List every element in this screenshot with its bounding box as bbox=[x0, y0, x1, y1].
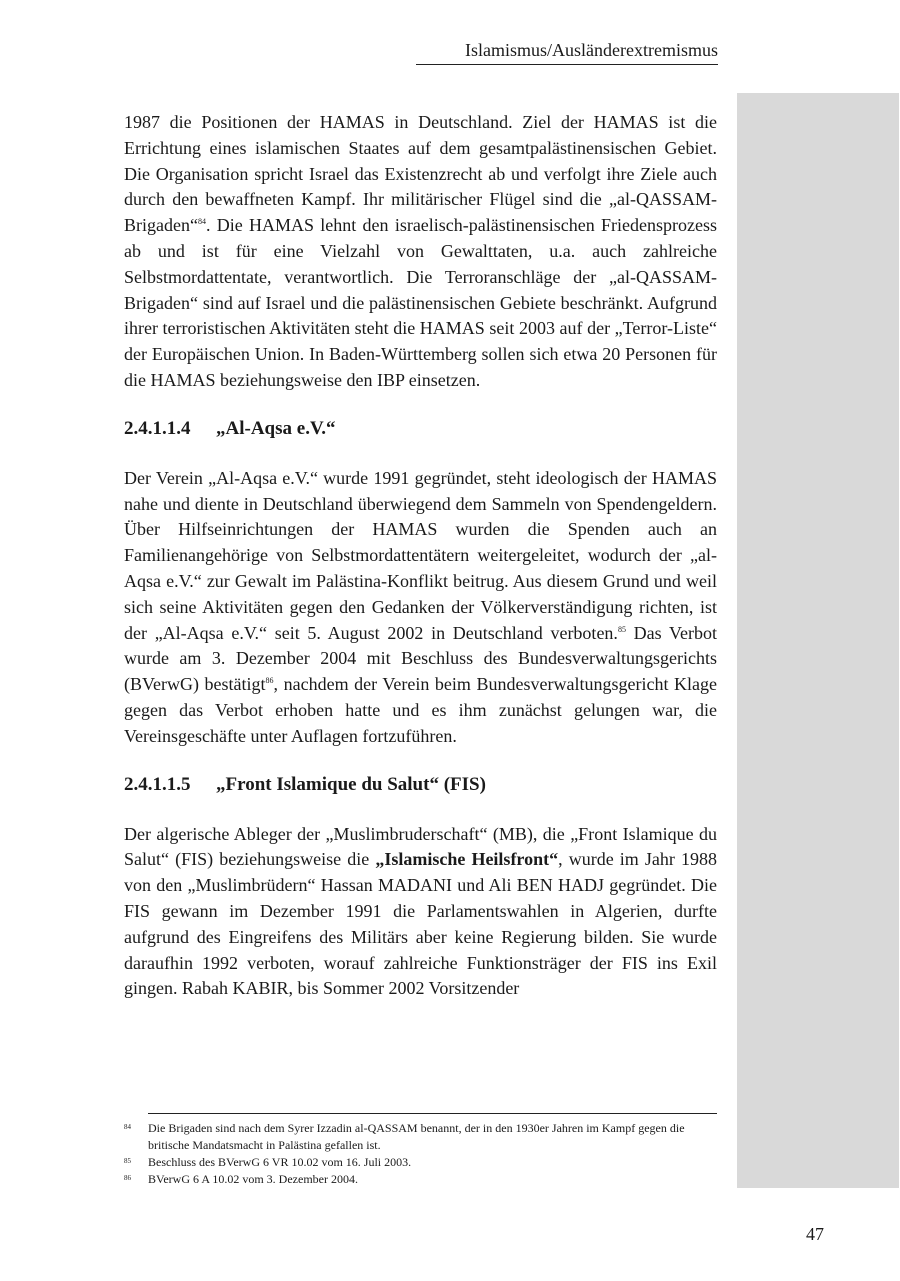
section-number: 2.4.1.1.5 bbox=[124, 773, 191, 795]
footnote-text: Die Brigaden sind nach dem Syrer Izzadin al-QASSAM benannt, der in den 1930er Jahren im Kampf gegen die britische Mandatsmacht in Palästina gefallen ist. bbox=[148, 1121, 685, 1152]
paragraph-al-aqsa: Der Verein „Al-Aqsa e.V.“ wurde 1991 gegründet, steht ideologisch der HAMAS nahe und diente in Deutschland überwiegend dem Sammeln von Spendengeldern. Über Hilfseinrichtungen der HAMAS wurden die Spenden auch an Familienangehörige von Selbstmordattentätern weitergeleitet, wodurch der „al-Aqsa e.V.“ zur Gewalt im Palästina-Konflikt beitrug. Aus diesem Grund und weil sich seine Aktivitäten gegen den Gedanken der Völkerverständigung richten, ist der „Al-Aqsa e.V.“ seit 5. August 2002 in Deutschland verboten.$^{85}$ Das Verbot wurde am 3. Dezember 2004 mit Beschluss des Bundesverwaltungsgerichts (BVerwG) bestätigt$^{86}$, nachdem der Verein beim Bundesverwaltungsgericht Klage gegen das Verbot erhoben hatte und es ihm zunächst gelungen war, die Vereinsgeschäfte unter Auflagen fortzuführen. bbox=[124, 467, 718, 746]
footnote-86 bbox=[124, 1171, 717, 1188]
section-number: 2.4.1.1.4 bbox=[124, 417, 191, 439]
footnote-divider bbox=[148, 1113, 717, 1114]
footnote-text: Beschluss des BVerwG 6 VR 10.02 vom 16. Juli 2003. bbox=[148, 1155, 412, 1169]
footnote-number: 85 bbox=[124, 1157, 131, 1165]
footnote-84 bbox=[124, 1120, 717, 1154]
page-number: 47 bbox=[806, 1224, 824, 1244]
heading-al-aqsa bbox=[124, 416, 717, 442]
bold-term: „Islamische Heilsfront“ bbox=[375, 849, 559, 870]
section-title: „Front Islamique du Salut“ (FIS) bbox=[216, 773, 486, 795]
margin-sidebar bbox=[737, 93, 899, 1188]
footnote-85 bbox=[124, 1154, 717, 1171]
footnote-ref-85[interactable]: 85 bbox=[617, 624, 626, 634]
section-title: „Al-Aqsa e.V.“ bbox=[216, 417, 336, 439]
footnotes bbox=[124, 1113, 717, 1188]
paragraph-fis: Der algerische Ableger der „Muslimbruderschaft“ (MB), die „Front Islamique du Salut“ (FIS) beziehungsweise die „Islamische Heilsfront“, wurde im Jahr 1988 von den „Muslimbrüdern“ Hassan MADANI und Ali BEN HADJ gegründet. Die FIS gewann im Dezember 1991 die Parlamentswahlen in Algerien, durfte aufgrund des Eingreifens des Militärs aber keine Regierung bilden. Sie wurde daraufhin 1992 verboten, worauf zahlreiche Funktionsträger der FIS ins Exil gingen. Rabah KABIR, bis Sommer 2002 Vorsitzender bbox=[124, 823, 717, 999]
main-content bbox=[124, 110, 717, 1002]
footnote-ref-86[interactable]: 86 bbox=[265, 676, 274, 686]
footnote-number: 86 bbox=[124, 1174, 131, 1182]
footnote-text: BVerwG 6 A 10.02 vom 3. Dezember 2004. bbox=[148, 1172, 358, 1186]
paragraph-hamas: 1987 die Positionen der HAMAS in Deutschland. Ziel der HAMAS ist die Errichtung eines islamischen Staates auf dem gesamtpalästinensischen Gebiet. Die Organisation spricht Israel das Existenzrecht ab und verfolgt ihre Ziele auch durch den bewaffneten Kampf. Ihr militärischer Flügel sind die „al-QASSAM-Brigaden“$^{84}$. Die HAMAS lehnt den israelisch-palästinensischen Friedensprozess ab und ist für eine Vielzahl von Gewalttaten, u.a. auch zahlreiche Selbstmordattentate, verantwortlich. Die Terroranschläge der „al-QASSAM-Brigaden“ sind auf Israel und die palästinensischen Gebiete beschränkt. Aufgrund ihrer terroristischen Aktivitäten steht die HAMAS seit 2003 auf der „Terror-Liste“ der Europäischen Union. In Baden-Württemberg sollen sich etwa 20 Personen für die HAMAS beziehungsweise den IBP einsetzen. bbox=[124, 112, 717, 390]
footnote-number: 84 bbox=[124, 1123, 131, 1131]
heading-fis bbox=[124, 772, 717, 798]
running-header: Islamismus/Ausländerextremismus bbox=[416, 38, 718, 65]
footnote-ref-84[interactable]: 84 bbox=[197, 217, 206, 227]
